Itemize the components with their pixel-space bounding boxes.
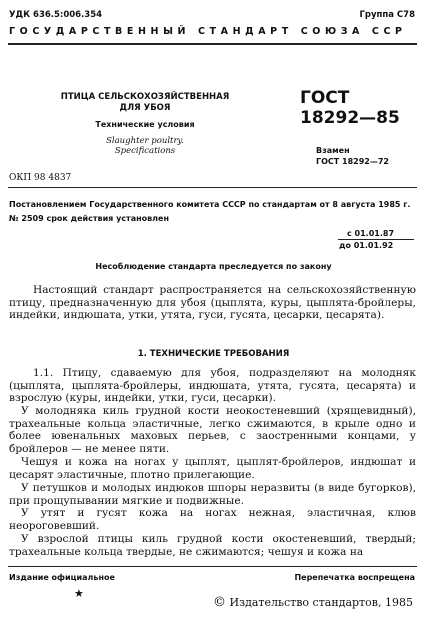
- copyright: [213, 595, 413, 610]
- udk-code: УДК 636.5:006.354: [9, 10, 103, 20]
- paragraph-juvenile: У молодняка киль грудной кости неокостеневший (хрящевидный), трахеальные кольца эластичные, легко сжимаются, в крыле одно и более ювенальных маховых перьев, с заостренными концами, у бройлеров — не менее пяти.: [9, 405, 416, 455]
- paragraph-spurs: У петушков и молодых индюков шпоры неразвиты (в виде бугорков), при прощупывании мягкие и подвижные.: [9, 482, 416, 507]
- english-title-line-2: Specifications: [114, 146, 176, 156]
- paragraph-adult: У взрослой птицы киль грудной кости окостеневший, твердый; трахеальные кольца твердые, не сжимаются; чешуя и кожа на: [9, 533, 416, 558]
- copyright-icon: ©: [213, 595, 226, 610]
- okp-code: ОКП 98 4837: [9, 173, 72, 183]
- banner-rule: [8, 43, 417, 45]
- document-subtitle: Технические условия: [95, 120, 195, 129]
- footer-rule: [8, 566, 417, 567]
- document-title: [50, 92, 240, 114]
- paragraph-legs: Чешуя и кожа на ногах у цыплят, цыплят-бройлеров, индюшат и цесарят эластичные, плотно прилегающие.: [9, 456, 416, 481]
- star-icon: ★: [74, 587, 84, 600]
- gost-label: ГОСТ: [300, 88, 350, 108]
- validity-rule: [338, 239, 414, 240]
- gost-designation: [300, 88, 400, 128]
- header-rule: [8, 187, 417, 188]
- gost-number: 18292—85: [300, 108, 400, 128]
- standard-banner: ГОСУДАРСТВЕННЫЙ СТАНДАРТ СОЮЗА ССР: [9, 26, 407, 37]
- group-code: Группа С78: [359, 10, 415, 20]
- replaces-label: Взамен: [316, 146, 350, 155]
- replaces-standard: ГОСТ 18292—72: [316, 157, 389, 166]
- legal-notice: Несоблюдение стандарта преследуется по закону: [95, 262, 332, 271]
- validity-to: до 01.01.92: [339, 241, 394, 250]
- intro-paragraph: Настоящий стандарт распространяется на сельскохозяйственную птицу, предназначенную для убоя (цыплята, куры, цыплята-бройлеры, индейки, индюшата, утки, утята, гуси, гусята, цесарки, цесарята).: [9, 284, 416, 322]
- reprint-prohibited: Перепечатка воспрещена: [294, 573, 415, 582]
- decree-text: Постановлением Государственного комитета СССР по стандартам от 8 августа 1985 г. № 2509 срок действия установлен: [9, 200, 411, 223]
- title-line-2: ДЛЯ УБОЯ: [119, 103, 171, 113]
- section-title: 1. ТЕХНИЧЕСКИЕ ТРЕБОВАНИЯ: [137, 349, 290, 359]
- validity-from: с 01.01.87: [347, 229, 395, 238]
- official-edition: Издание официальное: [9, 573, 115, 582]
- english-title-line-1: Slaughter poultry.: [106, 136, 184, 146]
- paragraph-ducklings: У утят и гусят кожа на ногах нежная, эластичная, клюв неороговевший.: [9, 507, 416, 532]
- copyright-text: Издательство стандартов, 1985: [229, 596, 413, 609]
- title-line-1: ПТИЦА СЕЛЬСКОХОЗЯЙСТВЕННАЯ: [60, 92, 230, 102]
- paragraph-1-1: 1.1. Птицу, сдаваемую для убоя, подразделяют на молодняк (цыплята, цыплята-бройлеры, индюшата, утята, гусята, цесарята) и взрослую (куры, индейки, утки, гуси, цесарки).: [9, 367, 416, 405]
- english-title: [50, 136, 240, 156]
